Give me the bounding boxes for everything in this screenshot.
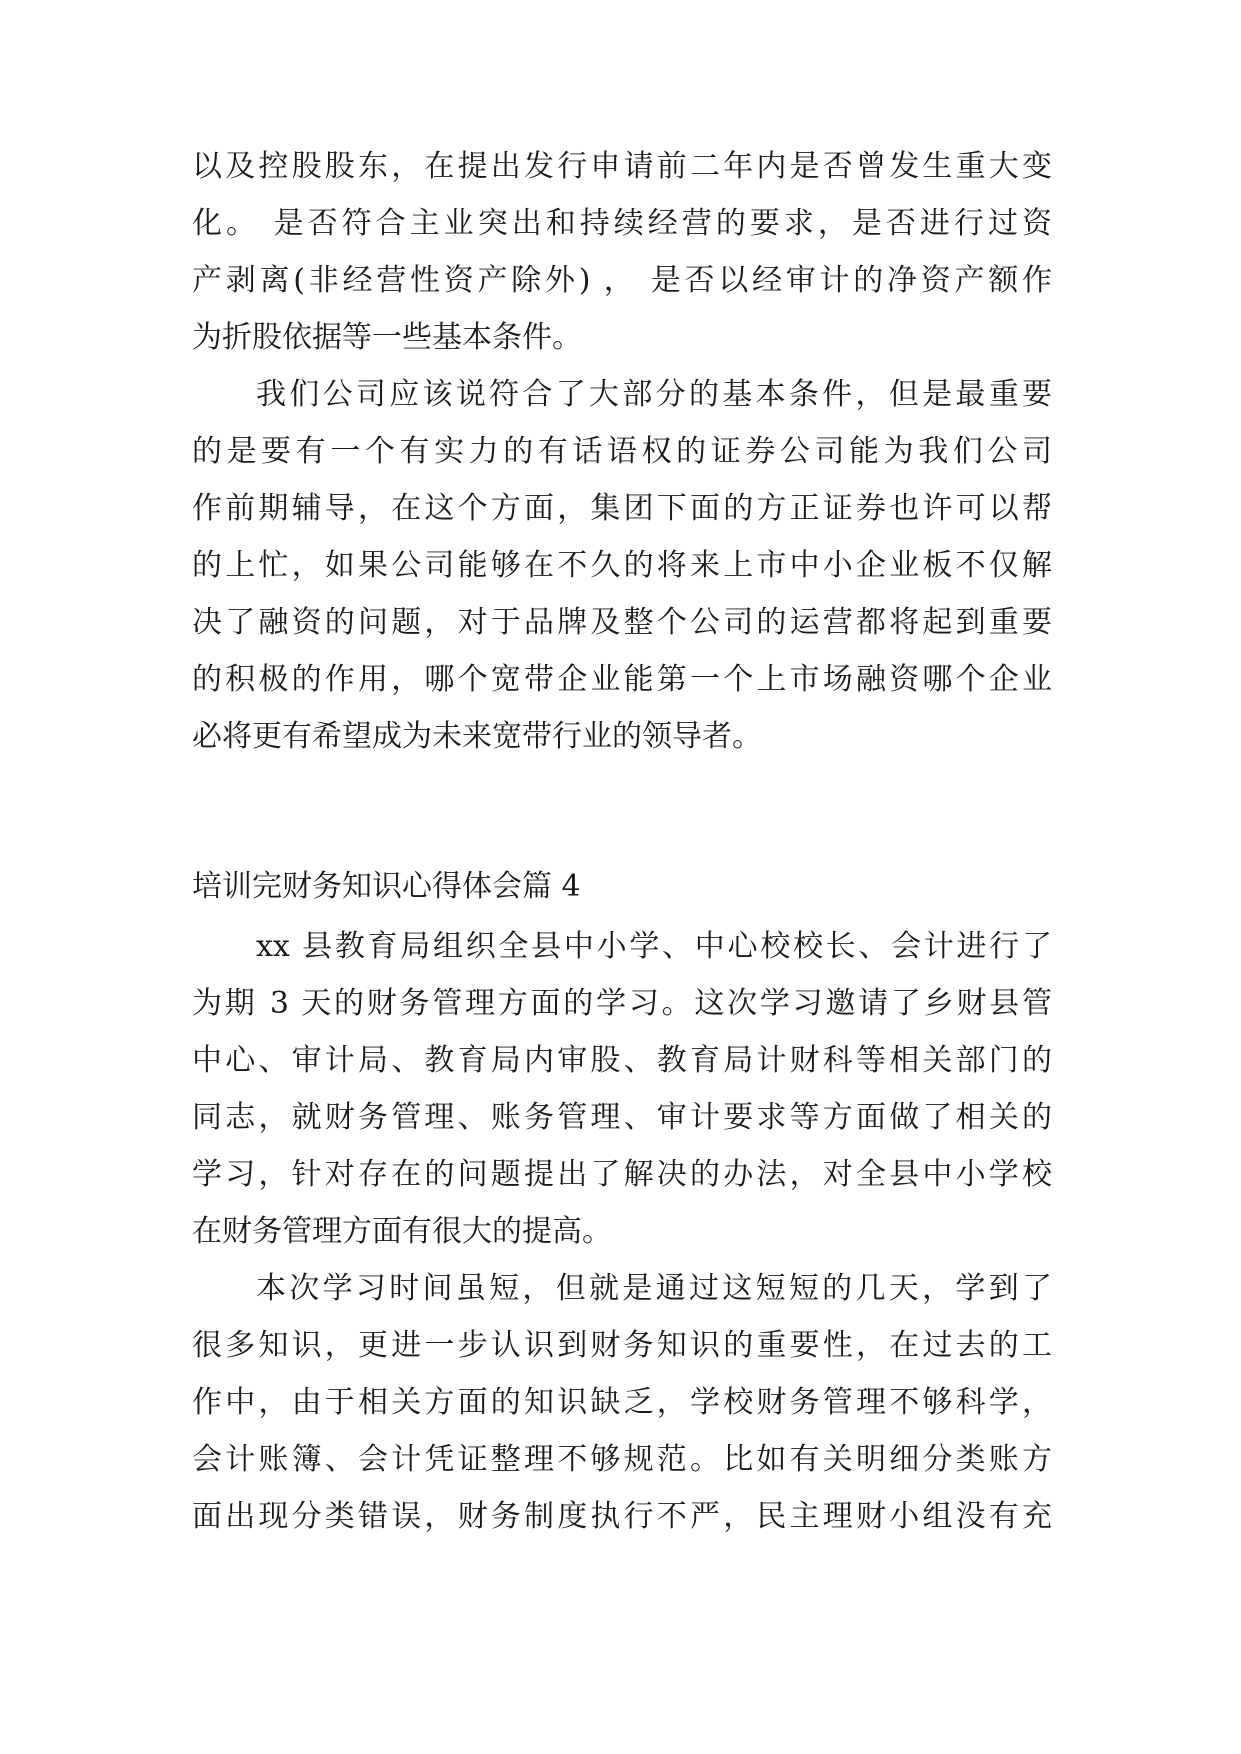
text-line: 作前期辅导，在这个方面，集团下面的方正证券也许可以帮	[192, 491, 1052, 526]
text-line: 同志，就财务管理、账务管理、审计要求等方面做了相关的	[192, 1100, 1052, 1135]
text-line: 我们公司应该说符合了大部分的基本条件，但是最重要	[256, 377, 1052, 412]
text-line: 为折股依据等一些基本条件。	[192, 320, 582, 355]
paragraph-continued	[192, 138, 1052, 366]
text-line: 以及控股股东，在提出发行申请前二年内是否曾发生重大变	[192, 149, 1052, 184]
text-line: 面出现分类错误，财务制度执行不严，民主理财小组没有充	[192, 1499, 1052, 1534]
text-line: 的积极的作用，哪个宽带企业能第一个上市场融资哪个企业	[192, 662, 1052, 697]
text-line: 学习，针对存在的问题提出了解决的办法，对全县中小学校	[192, 1157, 1052, 1192]
paragraph-training-reflection	[192, 1260, 1052, 1545]
paragraph-training-intro	[192, 918, 1052, 1260]
section-heading: 培训完财务知识心得体会篇 4	[192, 869, 581, 904]
text-line: 在财务管理方面有很大的提高。	[192, 1214, 612, 1249]
text-line: 作中，由于相关方面的知识缺乏，学校财务管理不够科学，	[192, 1385, 1052, 1420]
text-line: 很多知识，更进一步认识到财务知识的重要性，在过去的工	[192, 1328, 1052, 1363]
text-line: 为期 3 天的财务管理方面的学习。这次学习邀请了乡财县管	[192, 986, 1052, 1021]
text-line: 会计账簿、会计凭证整理不够规范。比如有关明细分类账方	[192, 1442, 1052, 1477]
text-line: 产剥离(非经营性资产除外) ， 是否以经审计的净资产额作	[192, 263, 1052, 298]
text-line: 的是要有一个有实力的有话语权的证券公司能为我们公司	[192, 434, 1052, 469]
text-line: 化。 是否符合主业突出和持续经营的要求，是否进行过资	[192, 206, 1052, 241]
paragraph-company-listing	[192, 366, 1052, 765]
text-line: 决了融资的问题，对于品牌及整个公司的运营都将起到重要	[192, 605, 1052, 640]
text-line: 本次学习时间虽短，但就是通过这短短的几天，学到了	[256, 1271, 1052, 1306]
text-line: 必将更有希望成为未来宽带行业的领导者。	[192, 719, 762, 754]
text-line: 中心、审计局、教育局内审股、教育局计财科等相关部门的	[192, 1043, 1052, 1078]
text-line: xx 县教育局组织全县中小学、中心校校长、会计进行了	[256, 929, 1052, 964]
text-line: 的上忙，如果公司能够在不久的将来上市中小企业板不仅解	[192, 548, 1052, 583]
